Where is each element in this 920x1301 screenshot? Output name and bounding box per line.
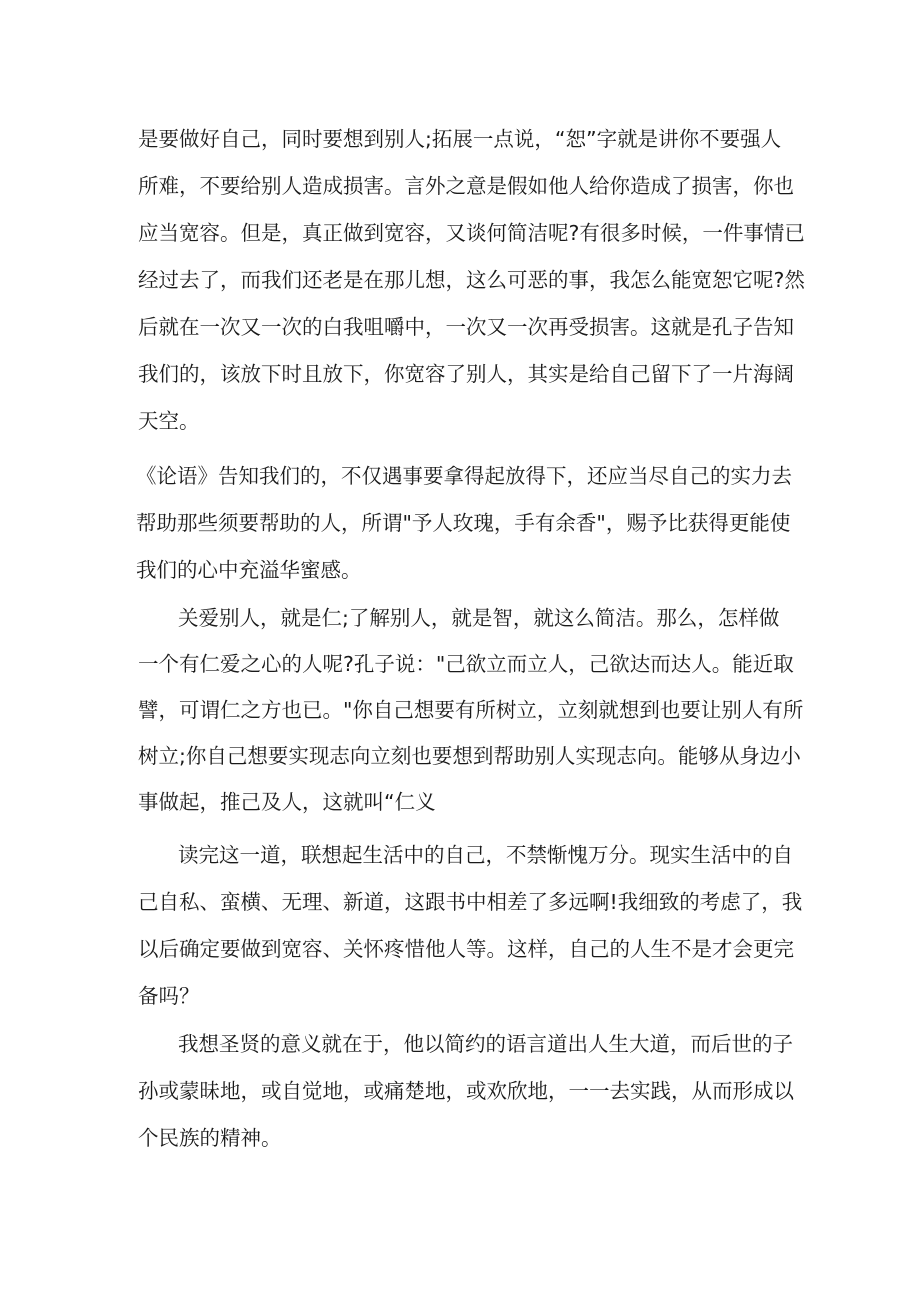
text-line: 个民族的精神。	[138, 1126, 282, 1150]
text-line: 读完这一道，联想起生活中的自己，不禁惭愧万分。现实生活中的自	[178, 843, 793, 867]
text-line: 孙或蒙昧地，或自觉地，或痛楚地，或欢欣地，一一去实践，从而形成以	[138, 1079, 794, 1103]
text-line: 是要做好自己，同时要想到别人;拓展一点说，“恕”字就是讲你不要强人	[138, 127, 782, 151]
text-line: 天空。	[138, 409, 200, 433]
text-line: 譬，可谓仁之方也已。"你自己想要有所树立，立刻就想到也要让别人有所	[138, 698, 804, 722]
text-line: 我想圣贤的意义就在于，他以简约的语言道出人生大道，而后世的子	[178, 1032, 793, 1056]
paragraph-sages-meaning	[138, 1029, 794, 1153]
text-line: 一个有仁爱之心的人呢?孔子说："己欲立而立人，己欲达而达人。能近取	[138, 652, 794, 676]
text-line: 经过去了，而我们还老是在那儿想，这么可恶的事，我怎么能宽恕它呢?然	[138, 268, 805, 292]
paragraph-reflection	[138, 840, 803, 1011]
text-line: 备吗？	[138, 984, 200, 1008]
text-line: 帮助那些须要帮助的人，所谓"予人玫瑰，手有余香"，赐予比获得更能使	[136, 511, 791, 535]
text-line: 己自私、蛮横、无理、新道，这跟书中相差了多远啊!我细致的考虑了，我	[138, 890, 803, 914]
paragraph-benevolence	[138, 603, 804, 817]
text-line: 以后确定要做到宽容、关怀疼惜他人等。这样，自己的人生不是才会更完	[138, 937, 794, 961]
text-line: 树立;你自己想要实现志向立刻也要想到帮助别人实现志向。能够从身边小	[138, 744, 801, 768]
text-line: 《论语》告知我们的，不仅遇事要拿得起放得下，还应当尽自己的实力去	[136, 464, 792, 488]
text-line: 我们的，该放下时且放下，你宽容了别人，其实是给自己留下了一片海阔	[138, 362, 794, 386]
paragraph-lunyu-helping	[136, 461, 792, 585]
text-line: 应当宽容。但是，真正做到宽容，又谈何简洁呢?有很多时候，一件事情已	[138, 221, 805, 245]
text-line: 我们的心中充溢华蜜感。	[136, 558, 362, 582]
text-line: 关爱别人，就是仁;了解别人，就是智，就这么简洁。那么，怎样做	[178, 606, 780, 630]
text-line: 事做起，推己及人，这就叫“仁义	[138, 790, 436, 814]
paragraph-forgiveness	[138, 124, 805, 436]
text-line: 后就在一次又一次的白我咀嚼中，一次又一次再受损害。这就是孔子告知	[138, 315, 794, 339]
text-line: 所难，不要给别人造成损害。言外之意是假如他人给你造成了损害，你也	[138, 174, 794, 198]
